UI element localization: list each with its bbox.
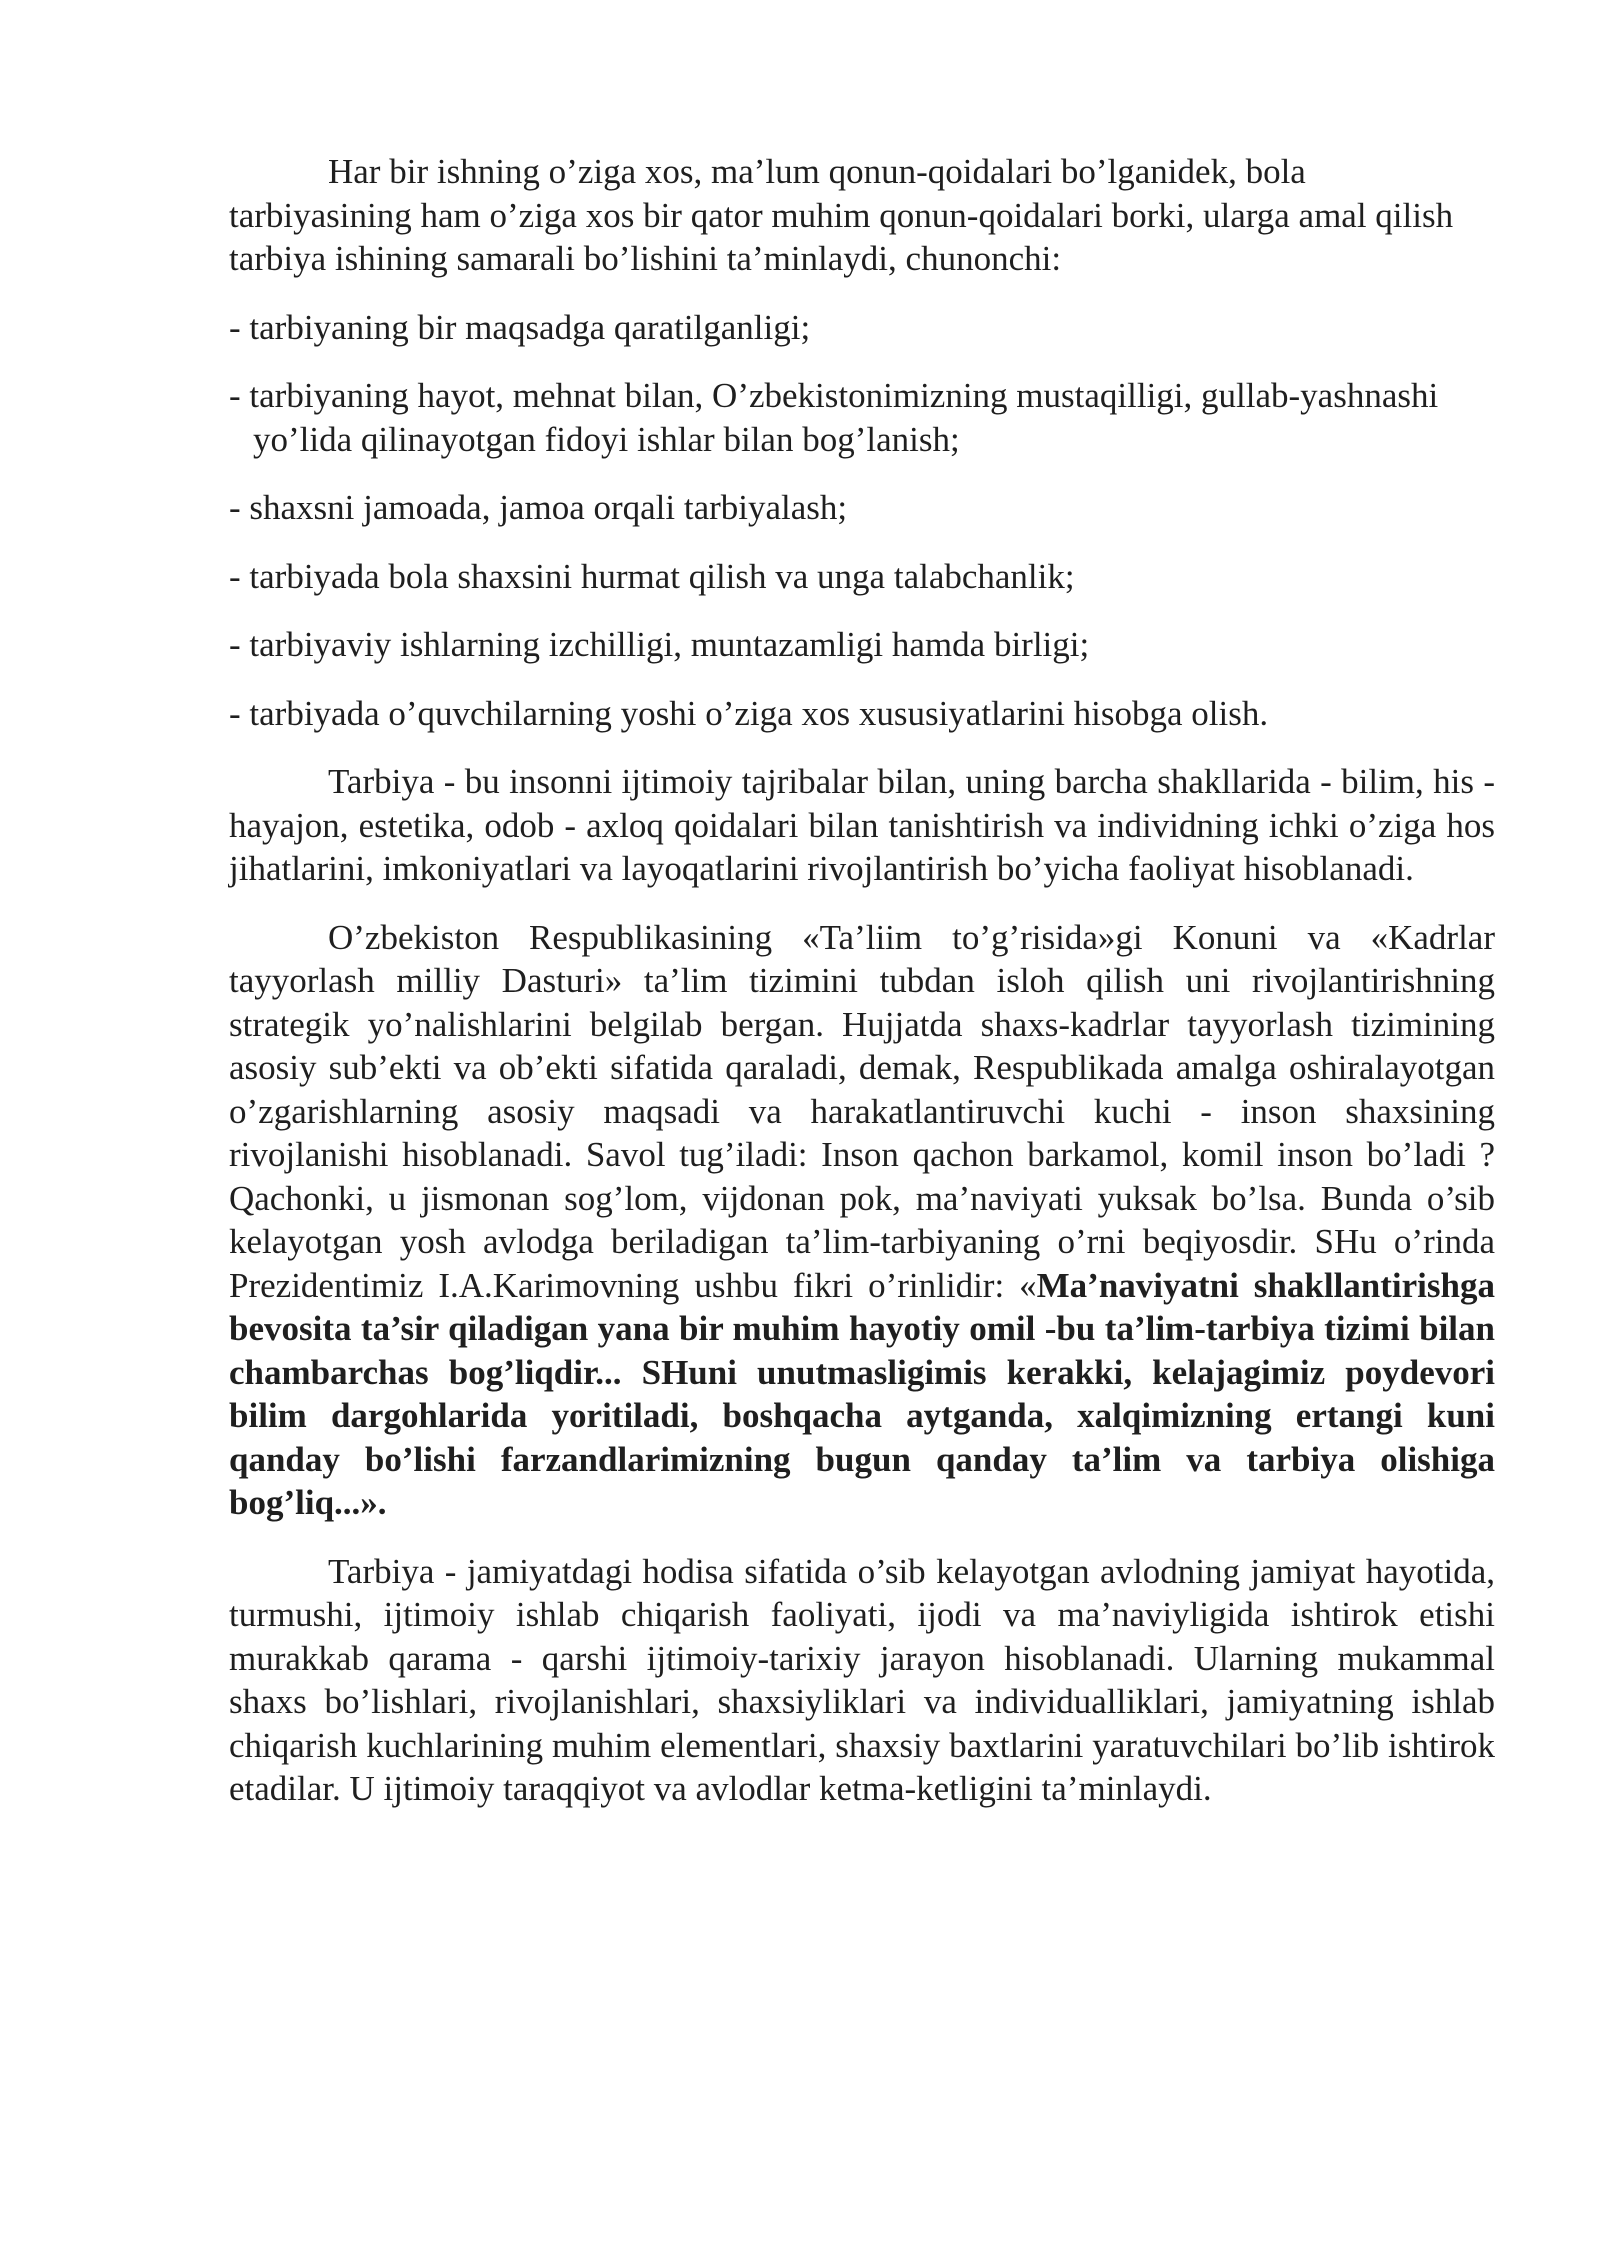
list-item: - tarbiyaning hayot, mehnat bilan, O’zbekistonimizning mustaqilligi, gullab-yashnashi yo’lida qilinayotgan fidoyi ishlar bilan bog’lanish; bbox=[229, 376, 1439, 459]
list-item: - tarbiyaning bir maqsadga qaratilganligi; bbox=[229, 307, 811, 347]
list-item: - tarbiyada bola shaxsini hurmat qilish va unga talabchanlik; bbox=[229, 556, 1075, 596]
document-body bbox=[229, 150, 1495, 1836]
list-item: - tarbiyada o’quvchilarning yoshi o’ziga xos xususiyatlarini hisobga olish. bbox=[229, 693, 1269, 733]
reform-paragraph bbox=[229, 916, 1495, 1525]
president-quote: Ma’naviyatni shakllantirishga bevosita ta’sir qiladigan yana bir muhim hayotiy omil -bu ta’lim-tarbiya tizimi bilan chambarchas bog’liqdir... SHuni unutmasligimis kerakki, kelajagimiz poydevori bilim dargohlarida yoritiladi, boshqacha aytganda, xalqimizning ertangi kuni qanday bo’lishi farzandlarimizning bugun qanday ta’lim va tarbiya olishiga bog’liq...». bbox=[229, 1265, 1495, 1522]
list-item: - shaxsni jamoada, jamoa orqali tarbiyalash; bbox=[229, 488, 848, 527]
intro-paragraph: Har bir ishning o’ziga xos, ma’lum qonun-qoidalari bo’lganidek, bola tarbiyasining ham o’ziga xos bir qator muhim qonun-qoidalari borki, ularga amal qilish tarbiya ishining samarali bo’lishini ta’minlaydi, chunonchi: bbox=[229, 152, 1454, 278]
reform-paragraph-text: O’zbekiston Respublikasining «Ta’liim to’g’risida»gi Konuni va «Kadrlar tayyorlash milliy Dasturi» ta’lim tizimini tubdan isloh qilish uni rivojlantirishning strategik yo’nalishlarini belgilab bergan. Hujjatda shaxs-kadrlar tayyorlash tizimining asosiy sub’ekti va ob’ekti sifatida qaraladi, demak, Respublikada amalga oshiralayotgan o’zgarishlarning asosiy maqsadi va harakatlantiruvchi kuchi - inson shaxsining rivojlanishi hisoblanadi. Savol tug’iladi: Inson qachon barkamol, komil inson bo’ladi ? Qachonki, u jismonan sog’lom, vijdonan pok, ma’naviyati yuksak bo’lsa. Bunda o’sib kelayotgan yosh avlodga beriladigan ta’lim-tarbiyaning o’rni beqiyosdir. SHu o’rinda Prezidentimiz I.A.Karimovning ushbu fikri o’rinlidir: « bbox=[229, 917, 1495, 1305]
principles-list bbox=[229, 306, 1495, 736]
society-paragraph: Tarbiya - jamiyatdagi hodisa sifatida o’sib kelayotgan avlodning jamiyat hayotida, turmushi, ijtimoiy ishlab chiqarish faoliyati, ijodi va ma’naviyligida ishtirok etishi murakkab qarama - qarshi ijtimoiy-tarixiy jarayon hisoblanadi. Ularning mukammal shaxs bo’lishlari, rivojlanishlari, shaxsiyliklari va individualliklari, jamiyatning ishlab chiqarish kuchlarining muhim elementlari, shaxsiy baxtlarini yaratuvchilari bo’lib ishtirok etadilar. U ijtimoiy taraqqiyot va avlodlar ketma-ketligini ta’minlaydi. bbox=[229, 1551, 1495, 1808]
definition-paragraph: Tarbiya - bu insonni ijtimoiy tajribalar bilan, uning barcha shakllarida - bilim, his - hayajon, estetika, odob - axloq qoidalari bilan tanishtirish va individning ichki o’ziga hos jihatlarini, imkoniyatlari va layoqatlarini rivojlantirish bo’yicha faoliyat hisoblanadi. bbox=[229, 762, 1495, 888]
list-item: - tarbiyaviy ishlarning izchilligi, muntazamligi hamda birligi; bbox=[229, 625, 1090, 664]
